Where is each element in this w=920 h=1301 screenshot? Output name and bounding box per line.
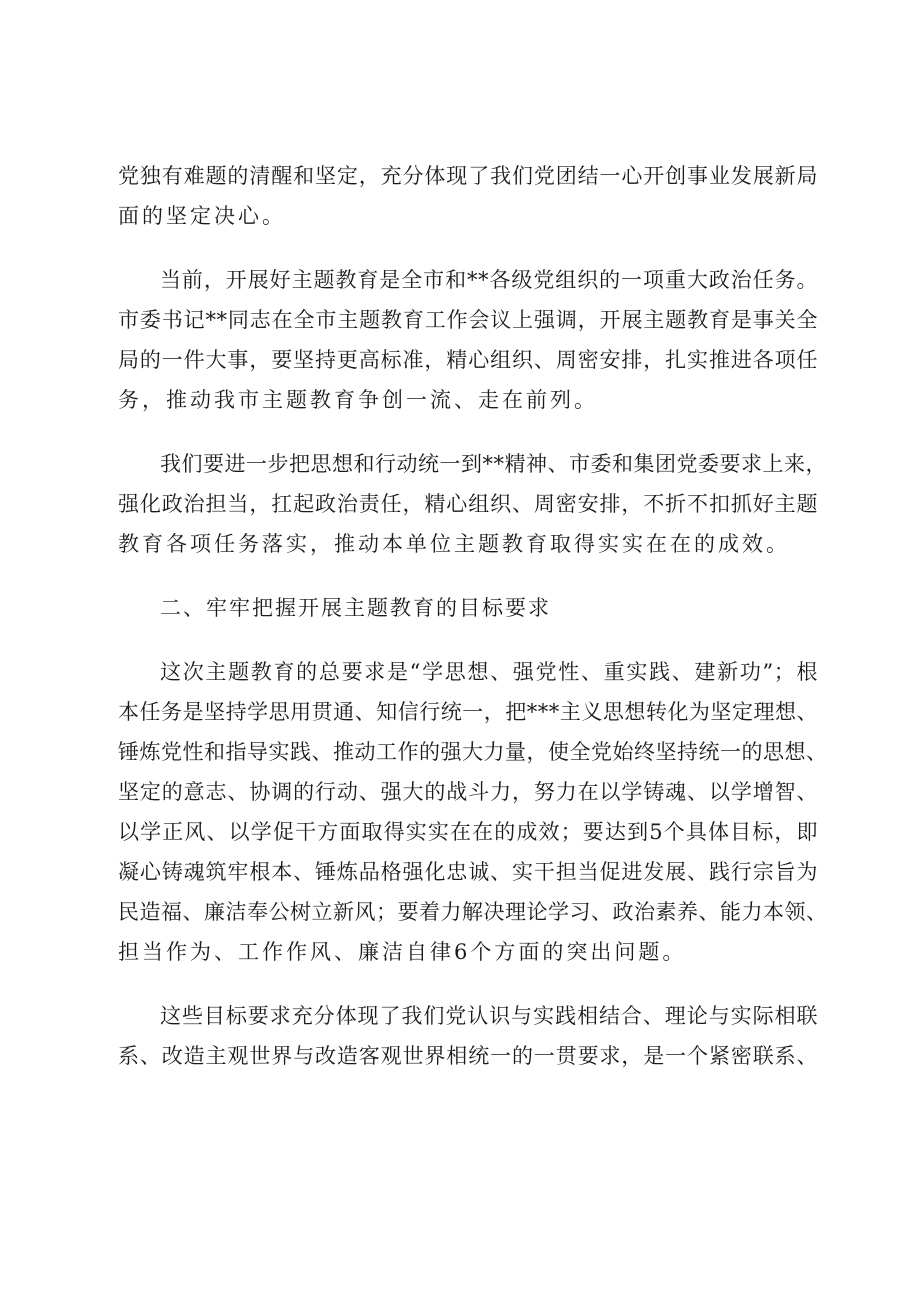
paragraph [118,156,818,236]
paragraph [118,996,818,1076]
paragraph [118,444,827,564]
text-line: 锤炼党性和指导实践、推动工作的强大力量，使全党始终坚持统一的思想、 [118,740,828,764]
text-line: 市委书记**同志在全市主题教育工作会议上强调，开展主题教育是事关全 [118,308,818,332]
heading-text: 二、牢牢把握开展主题教育的目标要求 [160,596,551,620]
text-line: 面的坚定决心。 [118,204,286,228]
text-line: 教育各项任务落实，推动本单位主题教育取得实实在在的成效。 [118,532,790,556]
text-line: 担当作为、工作作风、廉洁自律6个方面的突出问题。 [118,940,687,964]
paragraph [118,260,818,420]
section-heading [118,588,818,628]
document-body [118,156,828,1076]
text-line: 我们要进一步把思想和行动统一到**精神、市委和集团党委要求上来， [160,452,827,476]
text-line: 坚定的意志、协调的行动、强大的战斗力，努力在以学铸魂、以学增智、 [118,780,818,804]
text-line: 民造福、廉洁奉公树立新风；要着力解决理论学习、政治素养、能力本领、 [118,900,828,924]
text-line: 系、改造主观世界与改造客观世界相统一的一贯要求，是一个紧密联系、 [118,1044,818,1068]
text-line: 强化政治担当，扛起政治责任，精心组织、周密安排，不折不扣抓好主题 [118,492,818,516]
paragraph [118,652,828,972]
text-line: 这些目标要求充分体现了我们党认识与实践相结合、理论与实际相联 [160,1004,818,1028]
text-line: 务，推动我市主题教育争创一流、走在前列。 [118,388,598,412]
text-line: 本任务是坚持学思用贯通、知信行统一，把***主义思想转化为坚定理想、 [118,700,818,724]
text-line: 党独有难题的清醒和坚定，充分体现了我们党团结一心开创事业发展新局 [118,164,818,188]
text-line: 凝心铸魂筑牢根本、锤炼品格强化忠诚、实干担当促进发展、践行宗旨为 [118,860,818,884]
text-line: 这次主题教育的总要求是“学思想、强党性、重实践、建新功”；根 [160,660,818,684]
text-line: 局的一件大事，要坚持更高标准，精心组织、周密安排，扎实推进各项任 [118,348,818,372]
text-line: 当前，开展好主题教育是全市和**各级党组织的一项重大政治任务。 [160,268,818,292]
text-line: 以学正风、以学促干方面取得实实在在的成效；要达到5个具体目标，即 [118,820,818,844]
